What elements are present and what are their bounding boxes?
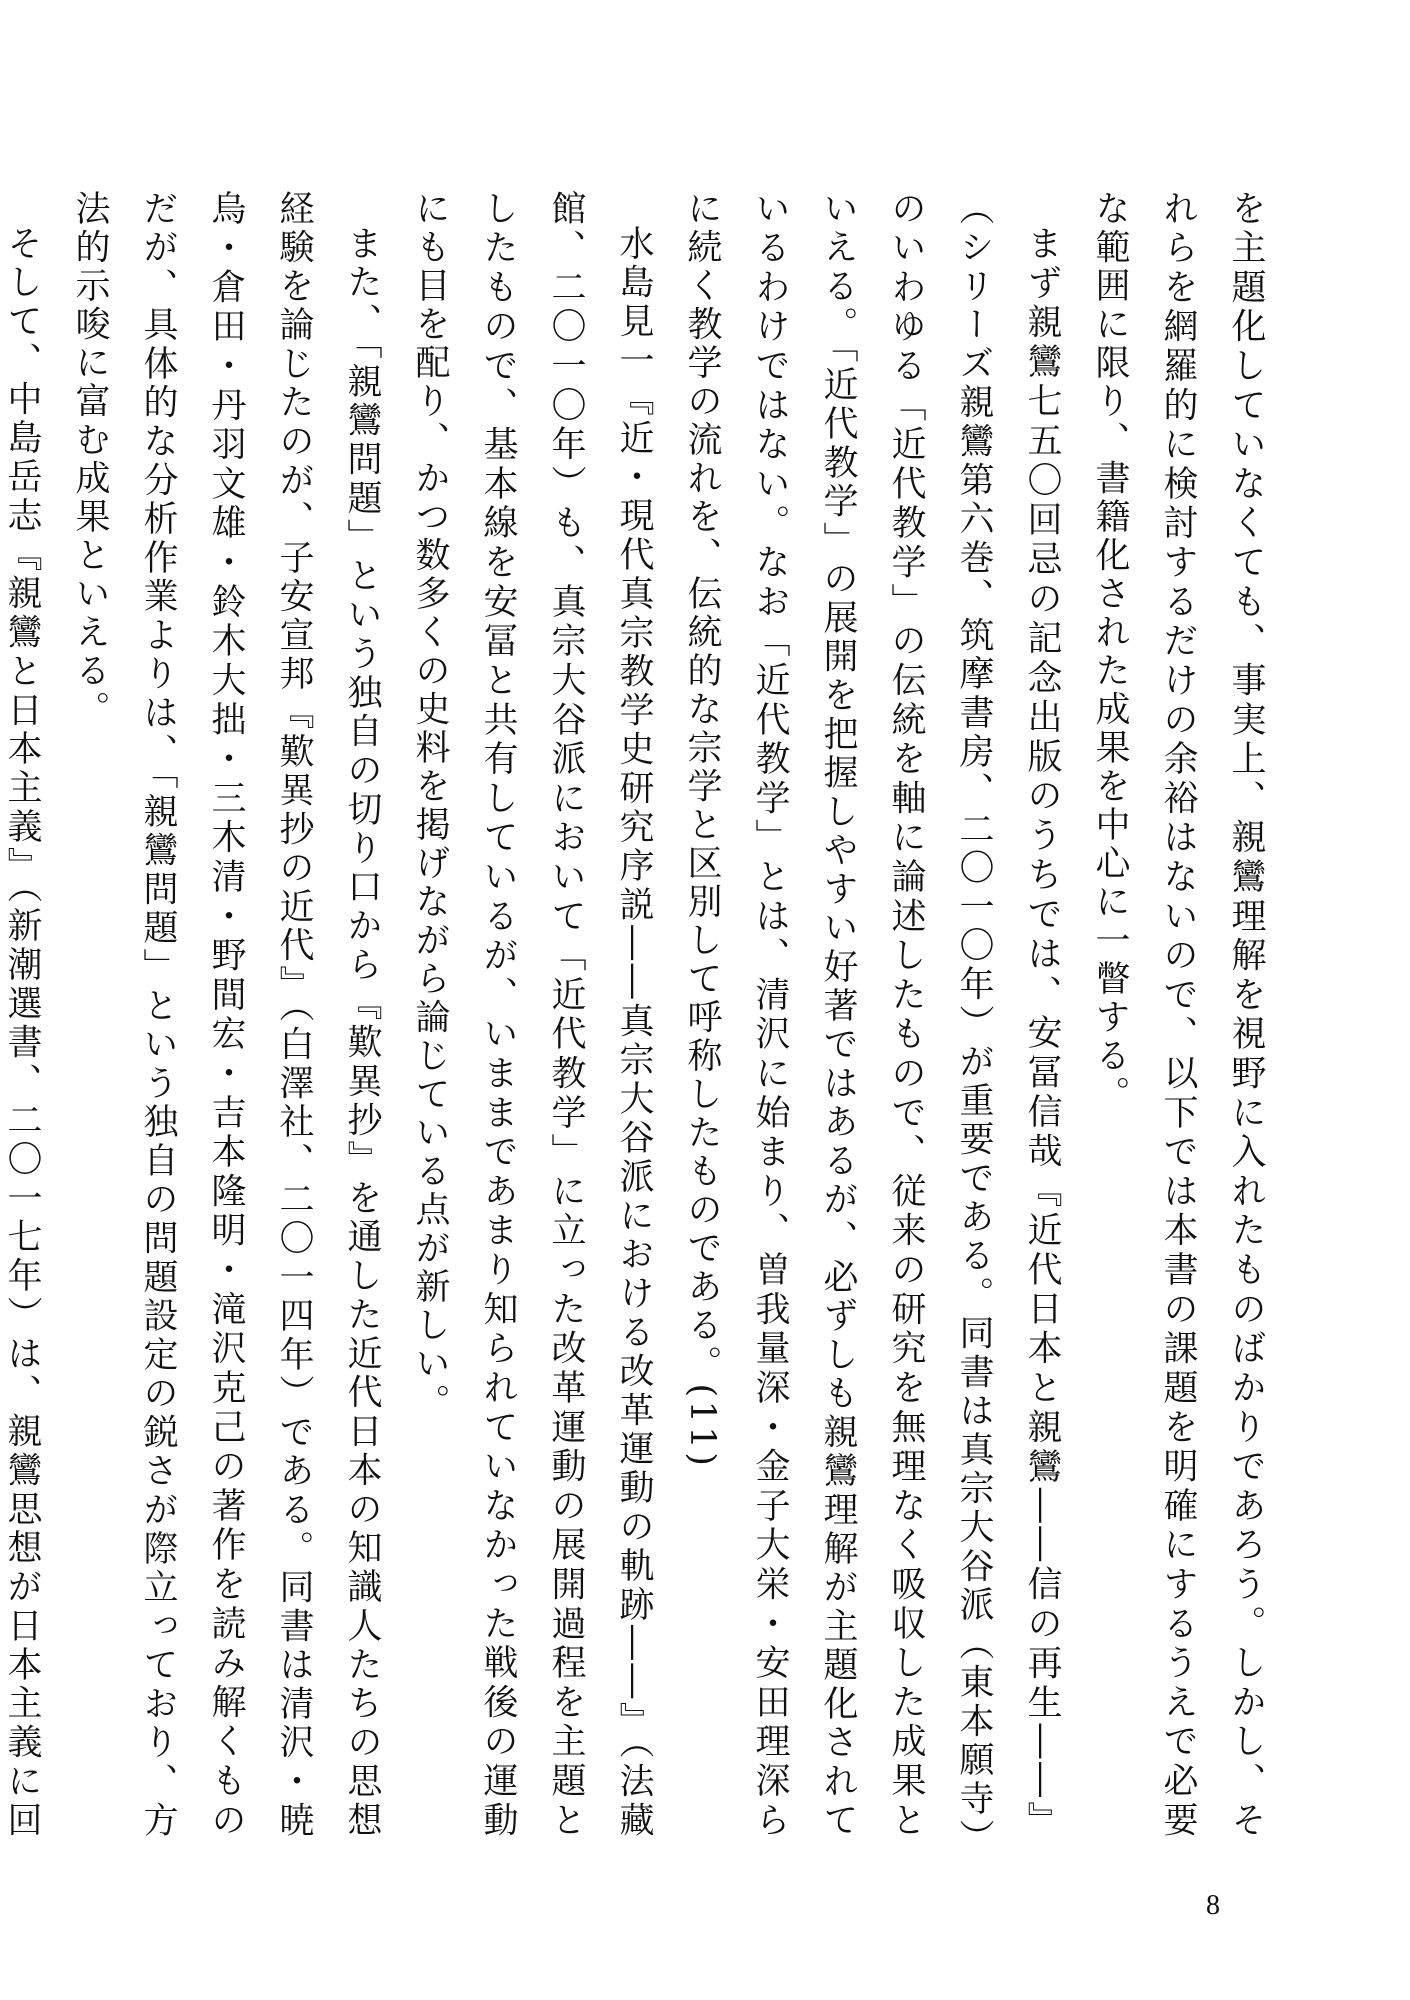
paragraph-2: まず親鸞七五〇回忌の記念出版のうちでは、安冨信哉『近代日本と親鸞――信の再生――』（シリーズ親鸞第六巻、筑摩書房、二〇一〇年）が重要である。同書は真宗大谷派（東本願寺）のいわゆる「近代教学」の伝統を軸に論述したもので、従来の研究を無理なく吸収した成果といえる。「近代教学」の展開を把握しやすい好著ではあるが、必ずしも親鸞理解が主題化されているわけではない。なお「近代教学」とは、清沢に始まり、曽我量深・金子大栄・安田理深らに続く教学の流れを、伝統的な宗学と区別して呼称したものである。(11)	[682, 190, 1062, 1840]
paragraph-5: そして、中島岳志『親鸞と日本主義』（新潮選書、二〇一七年）は、親鸞思想が日本主義に回	[2, 225, 42, 1841]
paragraph-4: また、「親鸞問題」という独自の切り口から『歎異抄』を通した近代日本の知識人たちの思想経験を論じたのが、子安宣邦『歎異抄の近代』（白澤社、二〇一四年）である。同書は清沢・暁烏・倉田・丹羽文雄・鈴木大拙・三木清・野間宏・吉本隆明・滝沢克己の著作を読み解くものだが、具体的な分析作業よりは、「親鸞問題」という独自の問題設定の鋭さが際立っており、方法的示唆に富む成果といえる。	[70, 190, 382, 1841]
page-number: 8	[1206, 1890, 1220, 1921]
vertical-text-body	[2, 190, 1280, 1841]
paragraph-3: 水島見一『近・現代真宗教学史研究序説――真宗大谷派における改革運動の軌跡――』（法藏館、二〇一〇年）も、真宗大谷派において「近代教学」に立った改革運動の展開過程を主題としたもので、基本線を安冨と共有しているが、いままであまり知られていなかった戦後の運動にも目を配り、かつ数多くの史料を掲げながら論じている点が新しい。	[410, 190, 654, 1841]
paragraph-1: を主題化していなくても、事実上、親鸞理解を視野に入れたものばかりであろう。しかし、それらを網羅的に検討するだけの余裕はないので、以下では本書の課題を明確にするうえで必要な範囲に限り、書籍化された成果を中心に一瞥する。	[1090, 190, 1266, 1840]
